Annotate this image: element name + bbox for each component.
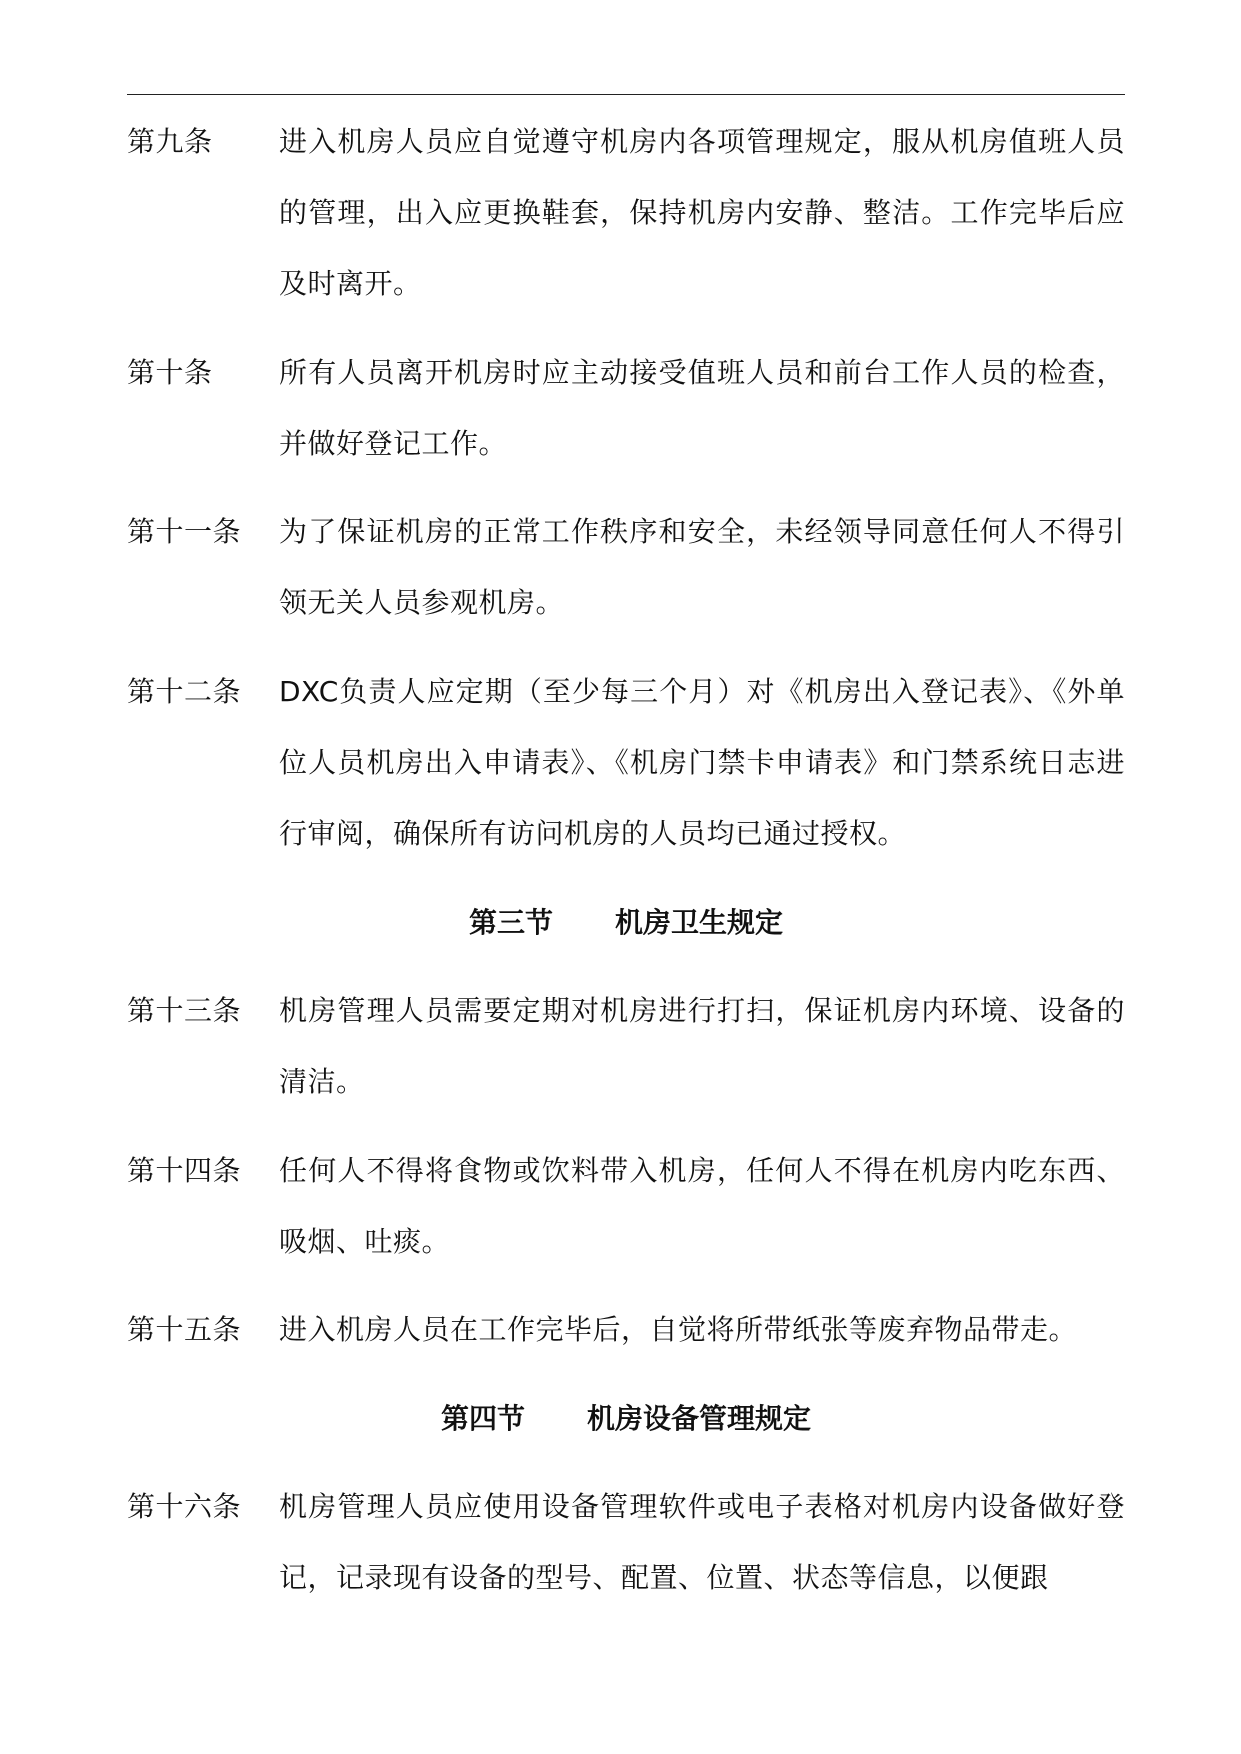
article-number: 第十三条 (127, 994, 242, 1027)
article-13 (127, 975, 1125, 1117)
article-text: 任何人不得将食物或饮料带入机房，任何人不得在机房内吃东西、吸烟、吐痰。 (279, 1154, 1125, 1258)
section-heading-4 (127, 1383, 1125, 1454)
article-number: 第十条 (127, 356, 213, 389)
section-title: 机房设备管理规定 (587, 1402, 812, 1435)
article-15 (127, 1294, 1125, 1365)
article-text: 进入机房人员在工作完毕后，自觉将所带纸张等废弃物品带走。 (279, 1313, 1078, 1346)
article-text: 机房管理人员应使用设备管理软件或电子表格对机房内设备做好登记，记录现有设备的型号、配置、位置、状态等信息，以便跟 (279, 1490, 1125, 1594)
article-10 (127, 337, 1125, 479)
article-text: 进入机房人员应自觉遵守机房内各项管理规定，服从机房值班人员的管理，出入应更换鞋套，保持机房内安静、整洁。工作完毕后应及时离开。 (279, 125, 1125, 300)
article-16 (127, 1471, 1125, 1613)
article-number: 第十六条 (127, 1490, 242, 1523)
article-text: 所有人员离开机房时应主动接受值班人员和前台工作人员的检查，并做好登记工作。 (279, 356, 1125, 460)
article-text: DXC负责人应定期（至少每三个月）对《机房出入登记表》、《外单位人员机房出入申请表》、《机房门禁卡申请表》和门禁系统日志进行审阅，确保所有访问机房的人员均已通过授权。 (279, 675, 1125, 850)
article-12 (127, 656, 1125, 869)
article-9 (127, 106, 1125, 319)
article-text: 机房管理人员需要定期对机房进行打扫，保证机房内环境、设备的清洁。 (279, 994, 1125, 1098)
article-11 (127, 496, 1125, 638)
section-number: 第四节 (440, 1402, 525, 1435)
article-number: 第十四条 (127, 1154, 242, 1187)
article-number: 第十一条 (127, 515, 242, 548)
article-number: 第十五条 (127, 1313, 242, 1346)
section-number: 第三节 (468, 906, 553, 939)
header-rule (127, 94, 1125, 95)
article-number: 第十二条 (127, 675, 242, 708)
section-title: 机房卫生规定 (615, 906, 784, 939)
article-14 (127, 1135, 1125, 1277)
article-number: 第九条 (127, 125, 213, 158)
article-text: 为了保证机房的正常工作秩序和安全，未经领导同意任何人不得引领无关人员参观机房。 (279, 515, 1125, 619)
section-heading-3 (127, 887, 1125, 958)
